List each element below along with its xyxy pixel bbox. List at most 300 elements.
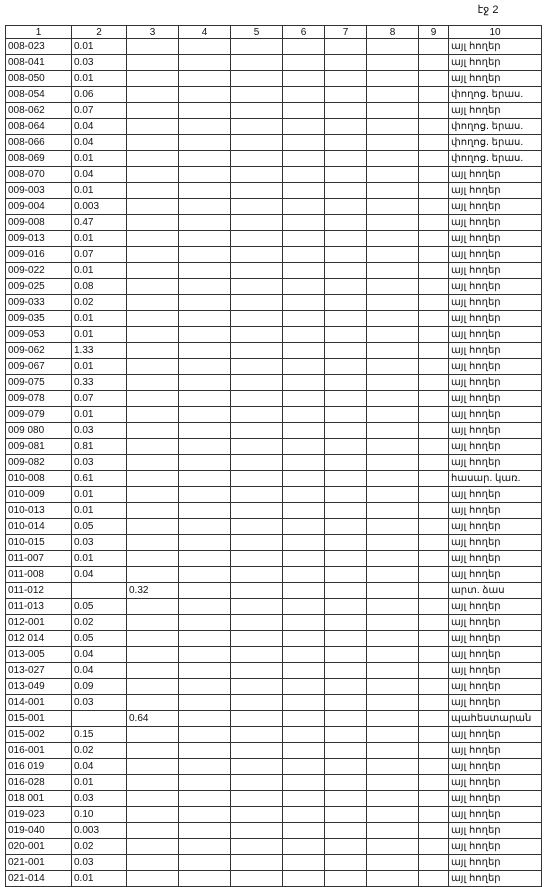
empty-cell bbox=[283, 743, 325, 759]
empty-cell bbox=[325, 231, 367, 247]
empty-cell bbox=[179, 727, 231, 743]
area-value-cell: 0.01 bbox=[72, 39, 127, 55]
empty-cell bbox=[231, 807, 283, 823]
empty-cell bbox=[283, 551, 325, 567]
empty-cell bbox=[283, 567, 325, 583]
empty-cell bbox=[325, 151, 367, 167]
table-row bbox=[6, 743, 542, 759]
table-row bbox=[6, 215, 542, 231]
land-use-cell: այլ հողեր bbox=[449, 695, 542, 711]
empty-cell bbox=[179, 599, 231, 615]
empty-cell bbox=[367, 807, 419, 823]
area-col3-cell bbox=[127, 279, 179, 295]
area-value-cell: 0.02 bbox=[72, 839, 127, 855]
area-col3-cell bbox=[127, 231, 179, 247]
empty-cell bbox=[367, 759, 419, 775]
area-col3-cell bbox=[127, 663, 179, 679]
empty-cell bbox=[231, 839, 283, 855]
empty-cell bbox=[367, 839, 419, 855]
column-header: 3 bbox=[127, 26, 179, 39]
parcel-code-cell: 009-079 bbox=[6, 407, 72, 423]
empty-cell bbox=[179, 583, 231, 599]
area-col3-cell bbox=[127, 39, 179, 55]
area-col3-cell: 0.32 bbox=[127, 583, 179, 599]
area-value-cell: 0.47 bbox=[72, 215, 127, 231]
column-header: 4 bbox=[179, 26, 231, 39]
empty-cell bbox=[419, 327, 449, 343]
empty-cell bbox=[419, 759, 449, 775]
land-use-cell: պահեստարան bbox=[449, 711, 542, 727]
land-use-cell: այլ հողեր bbox=[449, 391, 542, 407]
land-use-cell: այլ հողեր bbox=[449, 455, 542, 471]
empty-cell bbox=[179, 391, 231, 407]
area-value-cell: 0.03 bbox=[72, 55, 127, 71]
area-value-cell: 0.01 bbox=[72, 359, 127, 375]
empty-cell bbox=[325, 791, 367, 807]
land-use-cell: այլ հողեր bbox=[449, 55, 542, 71]
area-value-cell: 0.04 bbox=[72, 663, 127, 679]
area-col3-cell bbox=[127, 103, 179, 119]
parcel-code-cell: 013-049 bbox=[6, 679, 72, 695]
table-row bbox=[6, 327, 542, 343]
parcel-code-cell: 009-035 bbox=[6, 311, 72, 327]
empty-cell bbox=[325, 535, 367, 551]
empty-cell bbox=[179, 39, 231, 55]
parcel-code-cell: 009-081 bbox=[6, 439, 72, 455]
land-use-cell: այլ հողեր bbox=[449, 551, 542, 567]
empty-cell bbox=[325, 647, 367, 663]
table-row bbox=[6, 391, 542, 407]
empty-cell bbox=[283, 151, 325, 167]
table-row bbox=[6, 407, 542, 423]
area-col3-cell bbox=[127, 679, 179, 695]
parcel-code-cell: 011-012 bbox=[6, 583, 72, 599]
area-value-cell: 0.04 bbox=[72, 759, 127, 775]
empty-cell bbox=[231, 535, 283, 551]
land-use-cell: այլ հողեր bbox=[449, 775, 542, 791]
empty-cell bbox=[179, 615, 231, 631]
empty-cell bbox=[367, 711, 419, 727]
empty-cell bbox=[367, 871, 419, 887]
empty-cell bbox=[367, 391, 419, 407]
empty-cell bbox=[367, 183, 419, 199]
empty-cell bbox=[283, 343, 325, 359]
area-col3-cell bbox=[127, 519, 179, 535]
area-col3-cell bbox=[127, 359, 179, 375]
table-row bbox=[6, 471, 542, 487]
land-use-cell: այլ հողեր bbox=[449, 231, 542, 247]
parcel-code-cell: 014-001 bbox=[6, 695, 72, 711]
empty-cell bbox=[283, 39, 325, 55]
parcel-code-cell: 008-050 bbox=[6, 71, 72, 87]
area-col3-cell bbox=[127, 727, 179, 743]
area-col3-cell bbox=[127, 343, 179, 359]
empty-cell bbox=[419, 663, 449, 679]
empty-cell bbox=[419, 615, 449, 631]
empty-cell bbox=[179, 199, 231, 215]
empty-cell bbox=[419, 375, 449, 391]
table-row bbox=[6, 247, 542, 263]
parcel-code-cell: 011-008 bbox=[6, 567, 72, 583]
empty-cell bbox=[325, 711, 367, 727]
land-use-cell: այլ հողեր bbox=[449, 567, 542, 583]
empty-cell bbox=[283, 263, 325, 279]
area-col3-cell bbox=[127, 423, 179, 439]
empty-cell bbox=[367, 423, 419, 439]
empty-cell bbox=[367, 583, 419, 599]
empty-cell bbox=[179, 263, 231, 279]
empty-cell bbox=[325, 119, 367, 135]
empty-cell bbox=[419, 135, 449, 151]
land-use-cell: փողոց. երաս. bbox=[449, 119, 542, 135]
table-row bbox=[6, 359, 542, 375]
empty-cell bbox=[283, 599, 325, 615]
empty-cell bbox=[419, 503, 449, 519]
empty-cell bbox=[419, 183, 449, 199]
table-row bbox=[6, 599, 542, 615]
area-value-cell: 0.06 bbox=[72, 87, 127, 103]
area-col3-cell bbox=[127, 311, 179, 327]
empty-cell bbox=[367, 39, 419, 55]
empty-cell bbox=[419, 455, 449, 471]
parcel-code-cell: 009-075 bbox=[6, 375, 72, 391]
parcel-code-cell: 010-015 bbox=[6, 535, 72, 551]
empty-cell bbox=[325, 775, 367, 791]
empty-cell bbox=[325, 487, 367, 503]
empty-cell bbox=[367, 551, 419, 567]
empty-cell bbox=[179, 855, 231, 871]
area-value-cell: 0.04 bbox=[72, 135, 127, 151]
area-value-cell: 0.01 bbox=[72, 551, 127, 567]
empty-cell bbox=[367, 791, 419, 807]
empty-cell bbox=[325, 727, 367, 743]
parcel-code-cell: 009-078 bbox=[6, 391, 72, 407]
area-col3-cell bbox=[127, 503, 179, 519]
empty-cell bbox=[231, 375, 283, 391]
land-use-cell: այլ հողեր bbox=[449, 183, 542, 199]
empty-cell bbox=[283, 71, 325, 87]
empty-cell bbox=[283, 855, 325, 871]
empty-cell bbox=[283, 503, 325, 519]
area-col3-cell bbox=[127, 327, 179, 343]
empty-cell bbox=[231, 583, 283, 599]
empty-cell bbox=[367, 215, 419, 231]
parcel-code-cell: 012-001 bbox=[6, 615, 72, 631]
area-col3-cell bbox=[127, 775, 179, 791]
column-header: 8 bbox=[367, 26, 419, 39]
table-row bbox=[6, 71, 542, 87]
parcel-code-cell: 009-016 bbox=[6, 247, 72, 263]
area-value-cell: 0.01 bbox=[72, 871, 127, 887]
empty-cell bbox=[179, 839, 231, 855]
empty-cell bbox=[283, 327, 325, 343]
empty-cell bbox=[179, 711, 231, 727]
empty-cell bbox=[419, 727, 449, 743]
parcel-code-cell: 010-008 bbox=[6, 471, 72, 487]
empty-cell bbox=[231, 151, 283, 167]
area-col3-cell bbox=[127, 247, 179, 263]
empty-cell bbox=[283, 279, 325, 295]
empty-cell bbox=[367, 151, 419, 167]
empty-cell bbox=[419, 311, 449, 327]
empty-cell bbox=[325, 279, 367, 295]
empty-cell bbox=[367, 311, 419, 327]
empty-cell bbox=[231, 791, 283, 807]
table-row bbox=[6, 615, 542, 631]
parcel-code-cell: 009-025 bbox=[6, 279, 72, 295]
empty-cell bbox=[283, 231, 325, 247]
table-row bbox=[6, 663, 542, 679]
area-col3-cell: 0.64 bbox=[127, 711, 179, 727]
parcel-code-cell: 009-033 bbox=[6, 295, 72, 311]
empty-cell bbox=[367, 55, 419, 71]
area-col3-cell bbox=[127, 791, 179, 807]
parcel-code-cell: 008-070 bbox=[6, 167, 72, 183]
empty-cell bbox=[179, 519, 231, 535]
area-col3-cell bbox=[127, 295, 179, 311]
empty-cell bbox=[367, 567, 419, 583]
empty-cell bbox=[179, 407, 231, 423]
parcel-code-cell: 020-001 bbox=[6, 839, 72, 855]
table-row bbox=[6, 455, 542, 471]
empty-cell bbox=[283, 407, 325, 423]
empty-cell bbox=[179, 503, 231, 519]
empty-cell bbox=[231, 183, 283, 199]
parcel-code-cell: 011-007 bbox=[6, 551, 72, 567]
empty-cell bbox=[419, 119, 449, 135]
empty-cell bbox=[325, 183, 367, 199]
empty-cell bbox=[179, 103, 231, 119]
empty-cell bbox=[325, 551, 367, 567]
table-row bbox=[6, 535, 542, 551]
empty-cell bbox=[367, 71, 419, 87]
empty-cell bbox=[231, 279, 283, 295]
empty-cell bbox=[325, 39, 367, 55]
area-col3-cell bbox=[127, 599, 179, 615]
area-value-cell: 0.01 bbox=[72, 263, 127, 279]
table-row bbox=[6, 647, 542, 663]
table-row bbox=[6, 855, 542, 871]
empty-cell bbox=[231, 407, 283, 423]
empty-cell bbox=[283, 487, 325, 503]
table-row bbox=[6, 679, 542, 695]
empty-cell bbox=[231, 295, 283, 311]
empty-cell bbox=[231, 679, 283, 695]
land-use-cell: այլ հողեր bbox=[449, 631, 542, 647]
empty-cell bbox=[231, 199, 283, 215]
empty-cell bbox=[367, 295, 419, 311]
area-col3-cell bbox=[127, 759, 179, 775]
empty-cell bbox=[179, 343, 231, 359]
area-value-cell: 0.01 bbox=[72, 71, 127, 87]
table-row bbox=[6, 263, 542, 279]
empty-cell bbox=[231, 871, 283, 887]
empty-cell bbox=[325, 503, 367, 519]
empty-cell bbox=[231, 87, 283, 103]
empty-cell bbox=[231, 567, 283, 583]
empty-cell bbox=[419, 103, 449, 119]
land-use-cell: այլ հողեր bbox=[449, 295, 542, 311]
area-col3-cell bbox=[127, 215, 179, 231]
empty-cell bbox=[325, 71, 367, 87]
area-col3-cell bbox=[127, 407, 179, 423]
empty-cell bbox=[325, 311, 367, 327]
parcel-code-cell: 016-028 bbox=[6, 775, 72, 791]
empty-cell bbox=[325, 615, 367, 631]
table-row bbox=[6, 423, 542, 439]
land-use-cell: այլ հողեր bbox=[449, 407, 542, 423]
empty-cell bbox=[283, 807, 325, 823]
area-value-cell: 0.01 bbox=[72, 327, 127, 343]
empty-cell bbox=[231, 167, 283, 183]
table-body bbox=[6, 39, 542, 887]
area-col3-cell bbox=[127, 839, 179, 855]
land-use-cell: այլ հողեր bbox=[449, 311, 542, 327]
empty-cell bbox=[325, 215, 367, 231]
area-value-cell: 0.03 bbox=[72, 455, 127, 471]
empty-cell bbox=[325, 327, 367, 343]
land-use-cell: այլ հողեր bbox=[449, 519, 542, 535]
empty-cell bbox=[419, 215, 449, 231]
empty-cell bbox=[231, 439, 283, 455]
land-use-cell: այլ հողեր bbox=[449, 71, 542, 87]
empty-cell bbox=[367, 599, 419, 615]
land-use-cell: այլ հողեր bbox=[449, 535, 542, 551]
area-value-cell: 0.33 bbox=[72, 375, 127, 391]
parcel-code-cell: 008-066 bbox=[6, 135, 72, 151]
empty-cell bbox=[179, 791, 231, 807]
area-col3-cell bbox=[127, 871, 179, 887]
empty-cell bbox=[419, 823, 449, 839]
empty-cell bbox=[419, 583, 449, 599]
table-row bbox=[6, 279, 542, 295]
empty-cell bbox=[419, 679, 449, 695]
empty-cell bbox=[179, 327, 231, 343]
area-col3-cell bbox=[127, 135, 179, 151]
area-col3-cell bbox=[127, 631, 179, 647]
empty-cell bbox=[367, 631, 419, 647]
table-row bbox=[6, 199, 542, 215]
land-use-cell: այլ հողեր bbox=[449, 215, 542, 231]
empty-cell bbox=[367, 519, 419, 535]
empty-cell bbox=[231, 327, 283, 343]
parcel-code-cell: 009-022 bbox=[6, 263, 72, 279]
empty-cell bbox=[179, 567, 231, 583]
area-col3-cell bbox=[127, 551, 179, 567]
empty-cell bbox=[231, 215, 283, 231]
parcel-code-cell: 008-023 bbox=[6, 39, 72, 55]
empty-cell bbox=[179, 631, 231, 647]
area-value-cell: 0.02 bbox=[72, 615, 127, 631]
area-value-cell: 0.04 bbox=[72, 647, 127, 663]
empty-cell bbox=[419, 151, 449, 167]
empty-cell bbox=[419, 599, 449, 615]
empty-cell bbox=[325, 247, 367, 263]
empty-cell bbox=[231, 503, 283, 519]
area-col3-cell bbox=[127, 375, 179, 391]
empty-cell bbox=[283, 583, 325, 599]
area-value-cell: 0.05 bbox=[72, 631, 127, 647]
empty-cell bbox=[367, 135, 419, 151]
empty-cell bbox=[179, 279, 231, 295]
table-row bbox=[6, 791, 542, 807]
area-value-cell: 0.03 bbox=[72, 695, 127, 711]
area-value-cell: 0.02 bbox=[72, 295, 127, 311]
table-row bbox=[6, 551, 542, 567]
empty-cell bbox=[419, 791, 449, 807]
table-row bbox=[6, 711, 542, 727]
empty-cell bbox=[231, 615, 283, 631]
table-row bbox=[6, 55, 542, 71]
empty-cell bbox=[367, 263, 419, 279]
empty-cell bbox=[231, 695, 283, 711]
parcel-code-cell: 016 019 bbox=[6, 759, 72, 775]
empty-cell bbox=[283, 535, 325, 551]
empty-cell bbox=[419, 471, 449, 487]
empty-cell bbox=[231, 423, 283, 439]
area-col3-cell bbox=[127, 743, 179, 759]
land-use-cell: այլ հողեր bbox=[449, 823, 542, 839]
empty-cell bbox=[179, 679, 231, 695]
empty-cell bbox=[283, 823, 325, 839]
area-value-cell: 0.003 bbox=[72, 823, 127, 839]
table-row bbox=[6, 119, 542, 135]
land-use-cell: այլ հողեր bbox=[449, 503, 542, 519]
empty-cell bbox=[231, 359, 283, 375]
parcel-code-cell: 013-005 bbox=[6, 647, 72, 663]
empty-cell bbox=[179, 807, 231, 823]
area-col3-cell bbox=[127, 263, 179, 279]
land-use-cell: արտ. ձաս bbox=[449, 583, 542, 599]
empty-cell bbox=[283, 55, 325, 71]
empty-cell bbox=[419, 743, 449, 759]
empty-cell bbox=[419, 695, 449, 711]
empty-cell bbox=[179, 535, 231, 551]
land-use-cell: այլ հողեր bbox=[449, 791, 542, 807]
column-header: 7 bbox=[325, 26, 367, 39]
land-use-cell: այլ հողեր bbox=[449, 647, 542, 663]
parcel-code-cell: 013-027 bbox=[6, 663, 72, 679]
empty-cell bbox=[419, 39, 449, 55]
empty-cell bbox=[283, 759, 325, 775]
page-label: էջ 2 bbox=[477, 4, 499, 16]
empty-cell bbox=[231, 727, 283, 743]
empty-cell bbox=[231, 135, 283, 151]
empty-cell bbox=[231, 247, 283, 263]
area-value-cell: 0.07 bbox=[72, 103, 127, 119]
empty-cell bbox=[179, 71, 231, 87]
empty-cell bbox=[231, 775, 283, 791]
land-use-cell: փողոց. երաս. bbox=[449, 135, 542, 151]
empty-cell bbox=[231, 487, 283, 503]
parcel-code-cell: 010-009 bbox=[6, 487, 72, 503]
empty-cell bbox=[283, 423, 325, 439]
empty-cell bbox=[419, 407, 449, 423]
land-use-cell: այլ հողեր bbox=[449, 663, 542, 679]
empty-cell bbox=[367, 471, 419, 487]
parcel-code-cell: 016-001 bbox=[6, 743, 72, 759]
area-col3-cell bbox=[127, 71, 179, 87]
empty-cell bbox=[325, 439, 367, 455]
area-value-cell: 0.03 bbox=[72, 855, 127, 871]
table-row bbox=[6, 39, 542, 55]
area-col3-cell bbox=[127, 151, 179, 167]
empty-cell bbox=[367, 775, 419, 791]
area-col3-cell bbox=[127, 471, 179, 487]
empty-cell bbox=[367, 679, 419, 695]
empty-cell bbox=[179, 775, 231, 791]
parcel-code-cell: 011-013 bbox=[6, 599, 72, 615]
